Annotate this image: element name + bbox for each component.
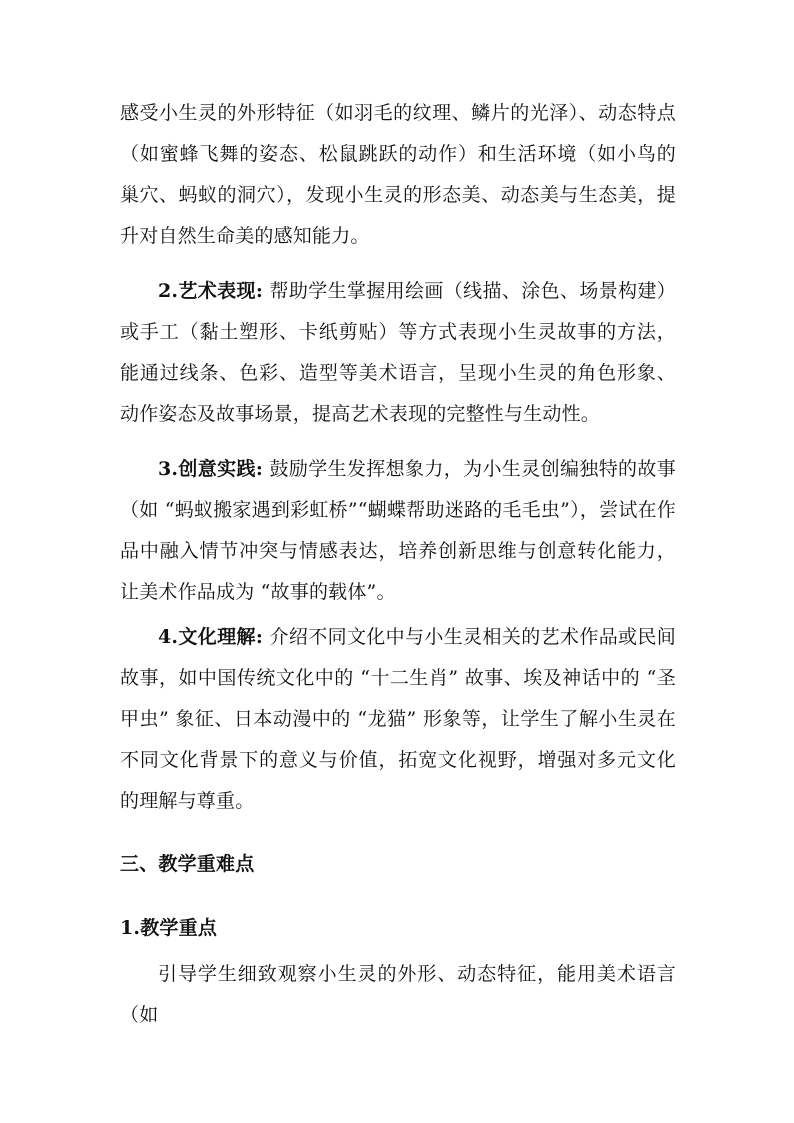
paragraph-text: 帮助学生掌握用绘画（线描、涂色、场景构建）或手工（黏土塑形、卡纸剪贴）等方式表现小生灵故事的方法，能通过线条、色彩、造型等美术语言，呈现小生灵的角色形象、动作姿态及故事场景，提高艺术表现的完整性与生动性。 — [120, 280, 676, 425]
paragraph-teaching-focus — [120, 954, 676, 1036]
subsection-heading: 1.教学重点 — [120, 917, 218, 939]
paragraph-label: 2.艺术表现: — [158, 280, 264, 302]
section-heading: 三、教学重难点 — [120, 853, 255, 875]
paragraph-text: 引导学生细致观察小生灵的外形、动态特征，能用美术语言（如 — [120, 963, 676, 1026]
paragraph-label: 4.文化理解: — [158, 626, 264, 648]
paragraph-creative-practice — [120, 449, 676, 613]
paragraph-cultural-understanding — [120, 617, 676, 822]
paragraph-aesthetic-perception — [120, 93, 676, 257]
paragraph-text: 介绍不同文化中与小生灵相关的艺术作品或民间故事，如中国传统文化中的 “十二生肖” 故事、埃及神话中的 “圣甲虫” 象征、日本动漫中的 “龙猫” 形象等，让学生了解小生灵在不同文化背景下的意义与价值，拓宽文化视野，增强对多元文化的理解与尊重。 — [120, 626, 676, 812]
paragraph-artistic-expression — [120, 271, 676, 435]
paragraph-label: 3.创意实践: — [158, 458, 264, 480]
paragraph-text: 感受小生灵的外形特征（如羽毛的纹理、鳞片的光泽）、动态特点（如蜜蜂飞舞的姿态、松鼠跳跃的动作）和生活环境（如小鸟的巢穴、蚂蚁的洞穴），发现小生灵的形态美、动态美与生态美，提升对自然生命美的感知能力。 — [120, 102, 676, 247]
paragraph-text: 鼓励学生发挥想象力，为小生灵创编独特的故事（如 “蚂蚁搬家遇到彩虹桥”“蝴蝶帮助迷路的毛毛虫”），尝试在作品中融入情节冲突与情感表达，培养创新思维与创意转化能力，让美术作品成为 “故事的载体”。 — [120, 458, 676, 603]
